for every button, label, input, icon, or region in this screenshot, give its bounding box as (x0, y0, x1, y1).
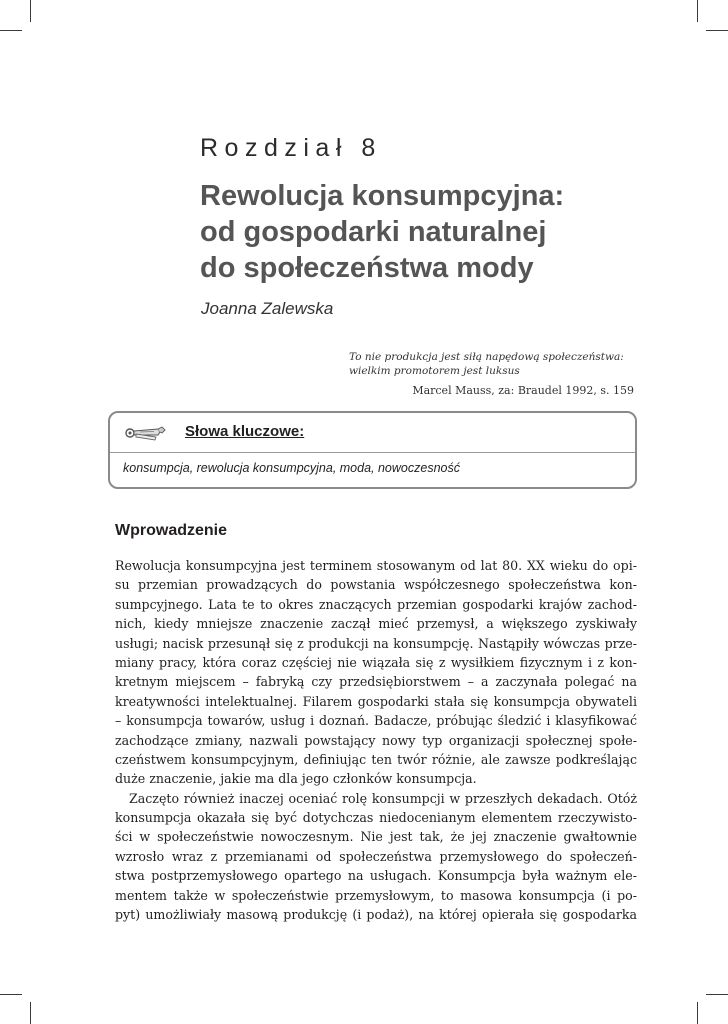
crop-mark-bottom-left-h (0, 994, 22, 995)
chapter-label: Rozdział 8 (200, 134, 382, 162)
crop-mark-top-right-h (706, 30, 728, 31)
paragraph-line: Rewolucja konsumpcyjna jest terminem stosowanym od lat 80. XX wieku do opi- (115, 558, 637, 573)
epigraph-line: To nie produkcja jest siłą napędową społeczeństwa: (349, 351, 624, 363)
paragraph-line: nich, kiedy mniejsze znaczenie zaczął mieć przemysł, a większego zyskiwały (115, 616, 637, 632)
body-text (115, 556, 637, 924)
chapter-author: Joanna Zalewska (201, 299, 334, 318)
paragraph-line: zachodzące zmiany, nazwali powstający nowy typ organizacji społecznej społe- (115, 732, 637, 748)
chapter-title-line: od gospodarki naturalnej (200, 216, 547, 248)
paragraph-line: miany pracy, która coraz częściej nie wiązała się z wysiłkiem fizycznym i z kon- (115, 654, 637, 670)
paragraph-line: Zaczęto również inaczej oceniać rolę konsumpcji w przeszłych dekadach. Otóż (129, 790, 637, 806)
paragraph-line: mentem także w społeczeństwie przemysłowym, to masowa konsumpcja (i po- (115, 887, 637, 903)
paragraph-line: kretnym miejscem – fabryką czy przedsiębiorstwem – a zaczynała polegać na (115, 674, 637, 690)
chapter-title-line: Rewolucja konsumpcyjna: (200, 180, 565, 212)
paragraph-line: kreatywności intelektualnej. Filarem gospodarki stała się konsumpcja obywateli (115, 693, 637, 709)
keywords-list: konsumpcja, rewolucja konsumpcyjna, moda, nowoczesność (123, 461, 460, 475)
paragraph-line: su przemian prowadzących do powstania współczesnego społeczeństwa kon- (115, 577, 637, 593)
keywords-box (108, 411, 637, 489)
epigraph-line: wielkim promotorem jest luksus (349, 365, 520, 377)
paragraph-line: pyt) umożliwiały masową produkcję (i podaż), na której opierała się gospodarka (115, 907, 637, 923)
paragraph-line: stwa postprzemysłowego opartego na usługach. Konsumpcja była ważnym ele- (115, 868, 637, 884)
chapter-title-line: do społeczeństwa mody (200, 252, 534, 284)
paragraph-line: ści w społeczeństwie nowoczesnym. Nie jest tak, że jej znaczenie gwałtownie (115, 829, 637, 845)
crop-mark-top-left (30, 0, 31, 22)
paragraph-line: duże znaczenie, jakie ma dla jego członków konsumpcja. (115, 771, 477, 787)
paragraph-line: czeństwem konsumpcyjnym, definiując ten twór różnie, ale zawsze podkreślając (115, 751, 637, 767)
crop-mark-bottom-right-h (706, 994, 728, 995)
crop-mark-top-right (697, 0, 698, 22)
chapter-title (200, 178, 660, 286)
keywords-divider (110, 452, 635, 453)
keywords-heading: Słowa kluczowe: (185, 423, 305, 440)
crop-mark-bottom-right (697, 1002, 698, 1024)
keys-icon (122, 421, 170, 445)
crop-mark-top-left-h (0, 30, 22, 31)
paragraph-line: wzrosło wraz z przemianami od społeczeństwa przemysłowego do społeczeń- (115, 848, 637, 864)
paragraph-line: usługi; nacisk przesunął się z produkcji na konsumpcję. Nastąpiły wówczas prze- (115, 635, 637, 651)
paragraph-line: sumpcyjnego. Lata te to okres znaczących przemian gospodarki krajów zachod- (115, 596, 637, 612)
crop-mark-bottom-left (30, 1002, 31, 1024)
epigraph-source: Marcel Mauss, za: Braudel 1992, s. 159 (412, 384, 634, 397)
epigraph (349, 350, 639, 378)
section-heading: Wprowadzenie (115, 522, 228, 539)
paragraph-line: – konsumpcja towarów, usług i doznań. Badacze, próbując śledzić i klasyfikować (115, 713, 637, 729)
paragraph-line: konsumpcja okazała się być dotychczas niedocenianym elementem rzeczywisto- (115, 810, 637, 826)
